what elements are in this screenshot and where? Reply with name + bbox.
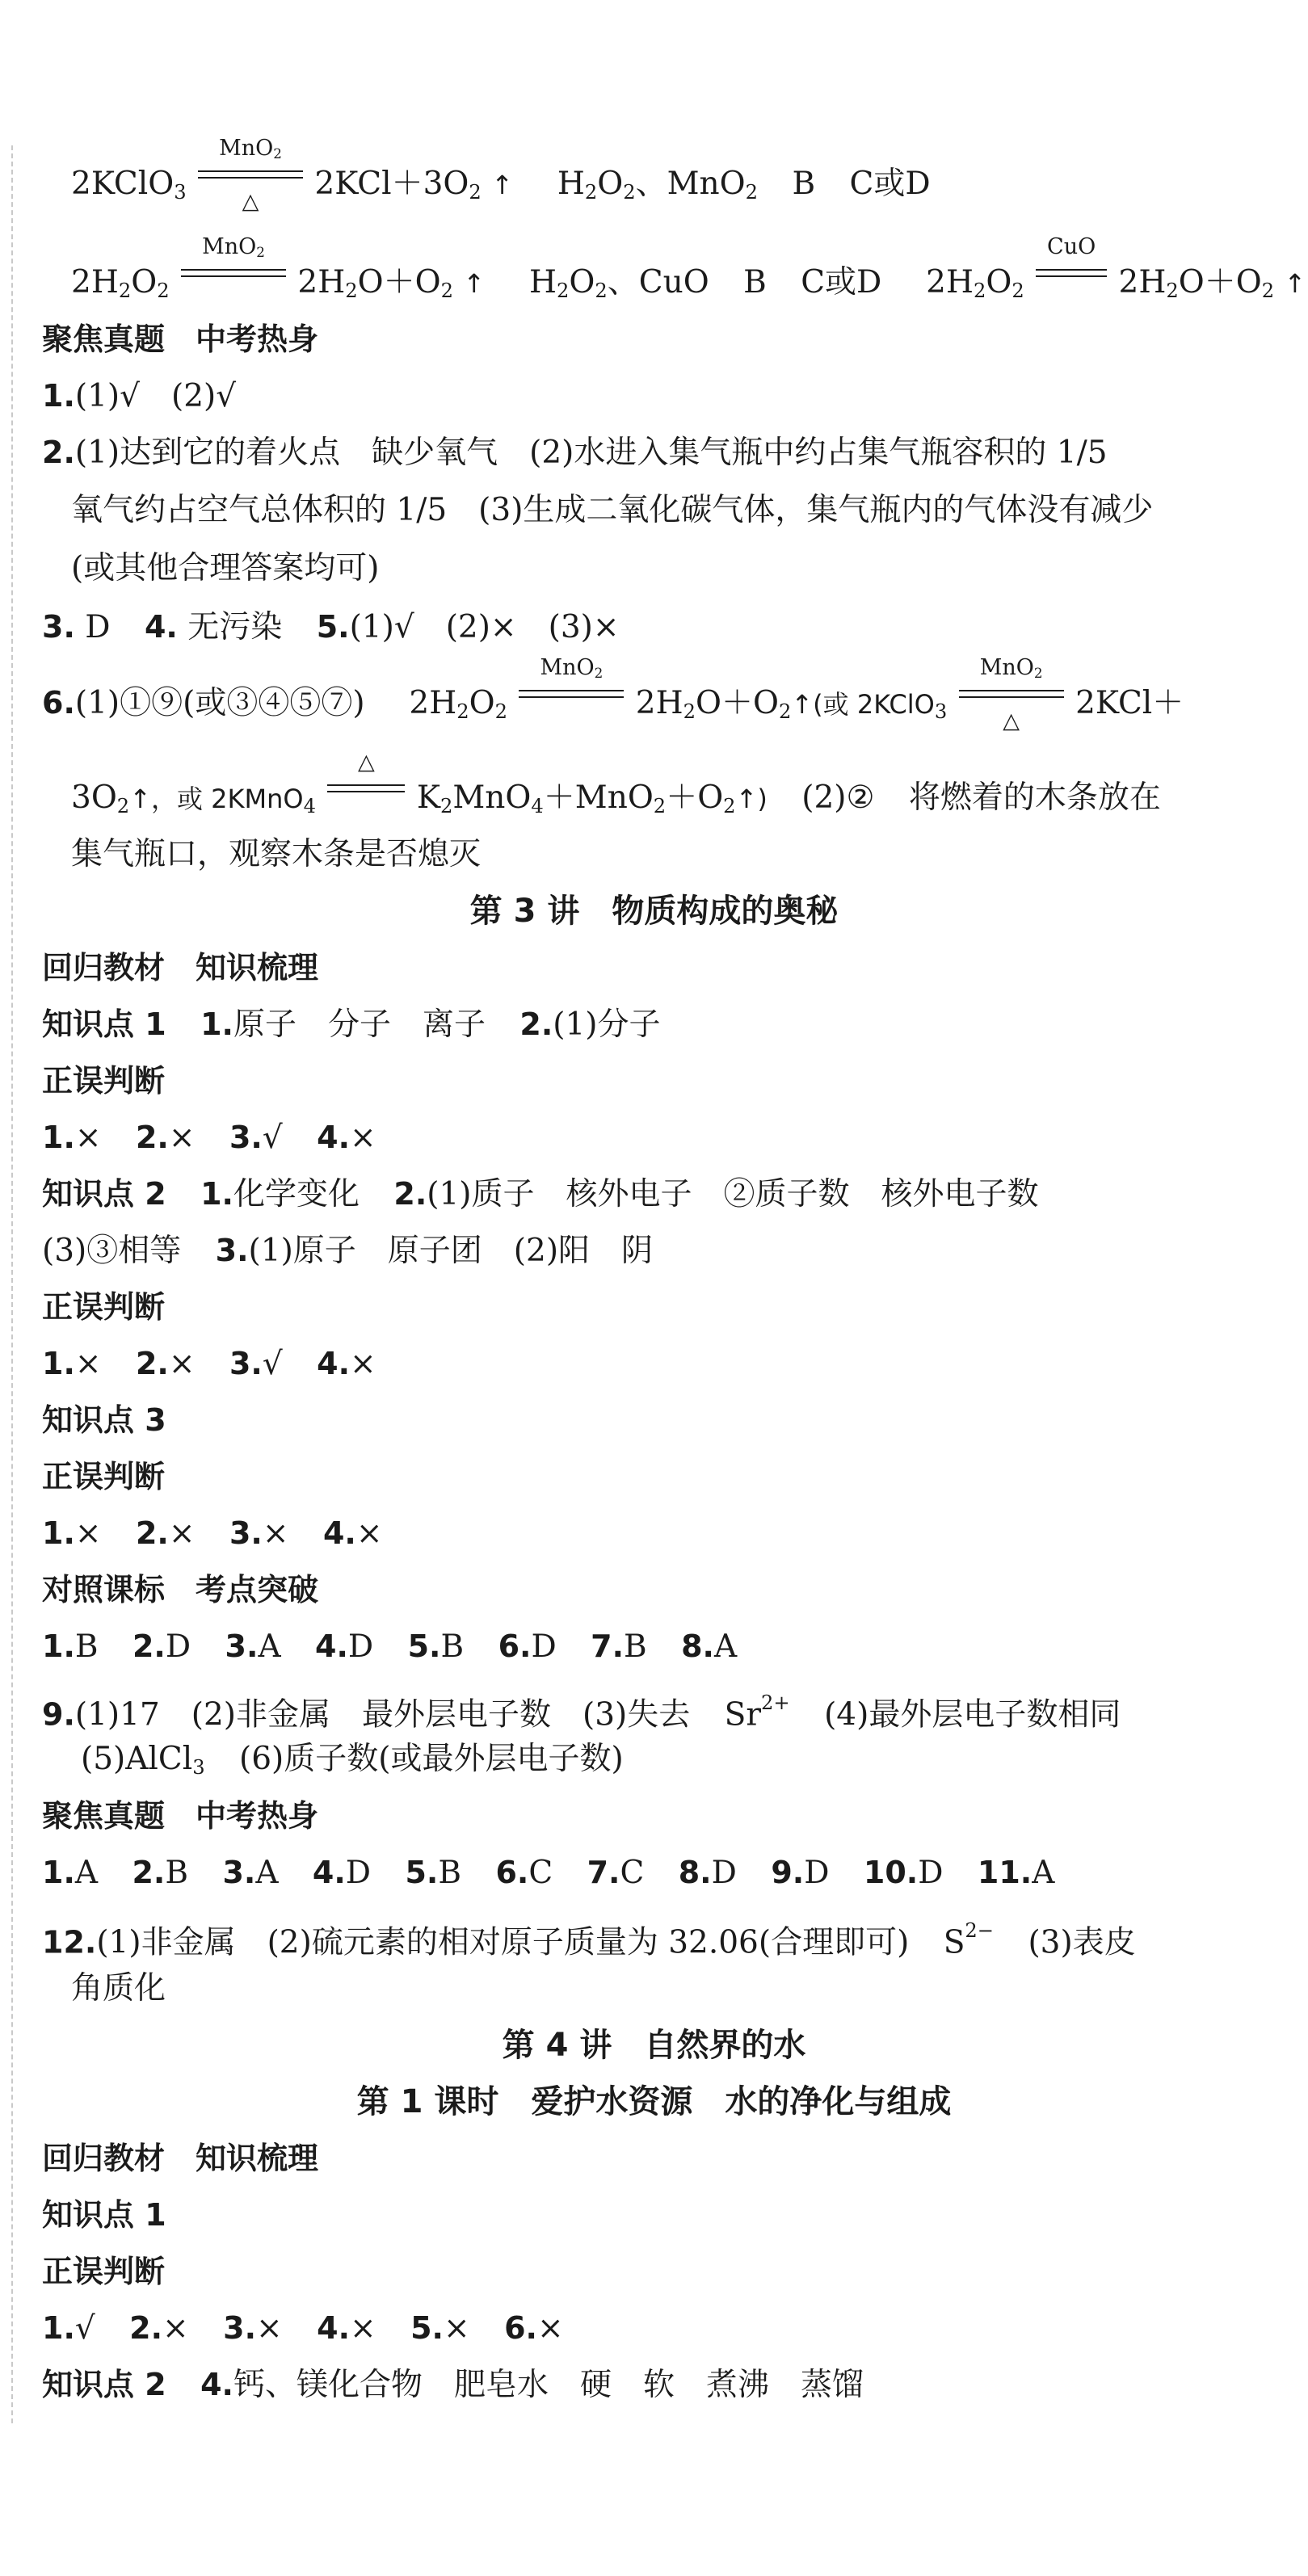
reaction-condition-sign: MnO$_2$ △	[959, 682, 1064, 713]
subsection-heading: 知识点 3	[42, 1402, 166, 1438]
subsection-heading: 正误判断	[42, 2254, 166, 2289]
section-heading: 回归教材 知识梳理	[42, 2141, 319, 2176]
answer-choice: C或D	[849, 166, 931, 202]
section-heading: 聚焦真题 中考热身	[42, 321, 319, 357]
lesson-title: 第 3 讲 物质构成的奥秘	[469, 893, 839, 930]
reaction-condition-sign: MnO$_2$	[519, 682, 624, 713]
answer-line: 1.× 2.× 3.× 4.×	[42, 1515, 383, 1552]
subsection-heading: 正误判断	[42, 1289, 166, 1325]
subsection-heading: 知识点 1	[42, 2197, 166, 2233]
section-heading: 回归教材 知识梳理	[42, 950, 319, 985]
answer-line: 3. D 4. 无污染 5.(1)√ (2)× (3)×	[42, 609, 620, 645]
lesson-title: 第 4 讲 自然界的水	[502, 2027, 806, 2064]
formula-text: 2KClO	[71, 166, 175, 202]
gas-arrow-icon: ↑	[1284, 268, 1306, 299]
gas-arrow-icon: ↑	[491, 170, 514, 200]
answer-line: 2.(1)达到它的着火点 缺少氧气 (2)水进入集气瓶中约占集气瓶容积的 1/5	[42, 435, 1108, 471]
answer-line: (5)AlCl$_3$ (6)质子数(或最外层电子数)	[81, 1741, 624, 1780]
section-heading: 聚焦真题 中考热身	[42, 1798, 319, 1834]
answer-line: (3)③相等 3.(1)原子 原子团 (2)阳 阴	[42, 1233, 654, 1269]
answer-choice: B	[792, 166, 816, 202]
answer-line: $3O_2↑$，或 2KMnO$_4$ △ $K_2MnO_4+MnO_2+O_2↑$) (2)② 将燃着的木条放在	[71, 750, 1161, 818]
reaction-condition-sign: CuO	[1036, 261, 1107, 292]
formula-text: 2KCl＋3O	[314, 166, 469, 202]
lesson-subtitle: 第 1 课时 爱护水资源 水的净化与组成	[356, 2083, 952, 2120]
multiple-choice-answers: 1.B 2.D 3.A 4.D 5.B 6.D 7.B 8.A	[42, 1628, 738, 1665]
answer-line: 集气瓶口，观察木条是否熄灭	[71, 836, 482, 872]
reaction-condition-sign: △	[327, 776, 405, 808]
answer-line: 1.(1)√ (2)√	[42, 378, 237, 414]
equation-line-kclo3: 2KClO$_3$ MnO$_2$ △ $2KCl+3O_2$ ↑ $H_2O_2$、MnO$_2$ B C或D	[71, 136, 931, 214]
answer-line: 知识点 2 1.化学变化 2.(1)质子 核外电子 ②质子数 核外电子数	[42, 1176, 1039, 1212]
answer-line: 知识点 2 4.钙、镁化合物 肥皂水 硬 软 煮沸 蒸馏	[42, 2367, 864, 2403]
answer-line: 1.× 2.× 3.√ 4.×	[42, 1346, 376, 1382]
section-heading: 对照课标 考点突破	[42, 1572, 319, 1607]
subscript: 3	[174, 181, 187, 204]
subsection-heading: 正误判断	[42, 1459, 166, 1494]
reaction-condition-sign: MnO$_2$	[181, 261, 286, 292]
answer-line: (或其他合理答案均可)	[71, 550, 380, 586]
answer-line: 9.(1)17 (2)非金属 最外层电子数 (3)失去 $Sr^{2+}$ (4)最外层电子数相同	[42, 1691, 1121, 1733]
answer-line: 角质化	[71, 1970, 166, 2007]
answer-line: 知识点 1 1.原子 分子 离子 2.(1)分子	[42, 1006, 661, 1043]
reaction-condition-sign: MnO$_2$ △	[198, 162, 303, 194]
answer-line: 6.(1)①⑨(或③④⑤⑦) $2H_2O_2$ MnO$_2$ $2H_2O+O_2↑$(或 2KClO$_3$ MnO$_2$ △ 2KCl＋	[42, 655, 1184, 733]
gas-arrow-icon: ↑	[463, 268, 486, 299]
equation-line-h2o2: $2H_2O_2$ MnO$_2$ $2H_2O+O_2$ ↑ $H_2O_2$、CuO B C或D $2H_2O_2$ CuO $2H_2O+O_2$ ↑	[71, 234, 1306, 303]
answer-line: 1.√ 2.× 3.× 4.× 5.× 6.×	[42, 2310, 564, 2347]
multiple-choice-answers: 1.A 2.B 3.A 4.D 5.B 6.C 7.C 8.D 9.D 10.D 11.A	[42, 1855, 1055, 1891]
subsection-heading: 正误判断	[42, 1063, 166, 1099]
answer-line: 12.(1)非金属 (2)硫元素的相对原子质量为 32.06(合理即可) $S^{2-}$ (3)表皮	[42, 1919, 1136, 1961]
answer-line: 1.× 2.× 3.√ 4.×	[42, 1120, 376, 1156]
answer-line: 氧气约占空气总体积的 1/5 (3)生成二氧化碳气体，集气瓶内的气体没有减少	[71, 492, 1154, 528]
